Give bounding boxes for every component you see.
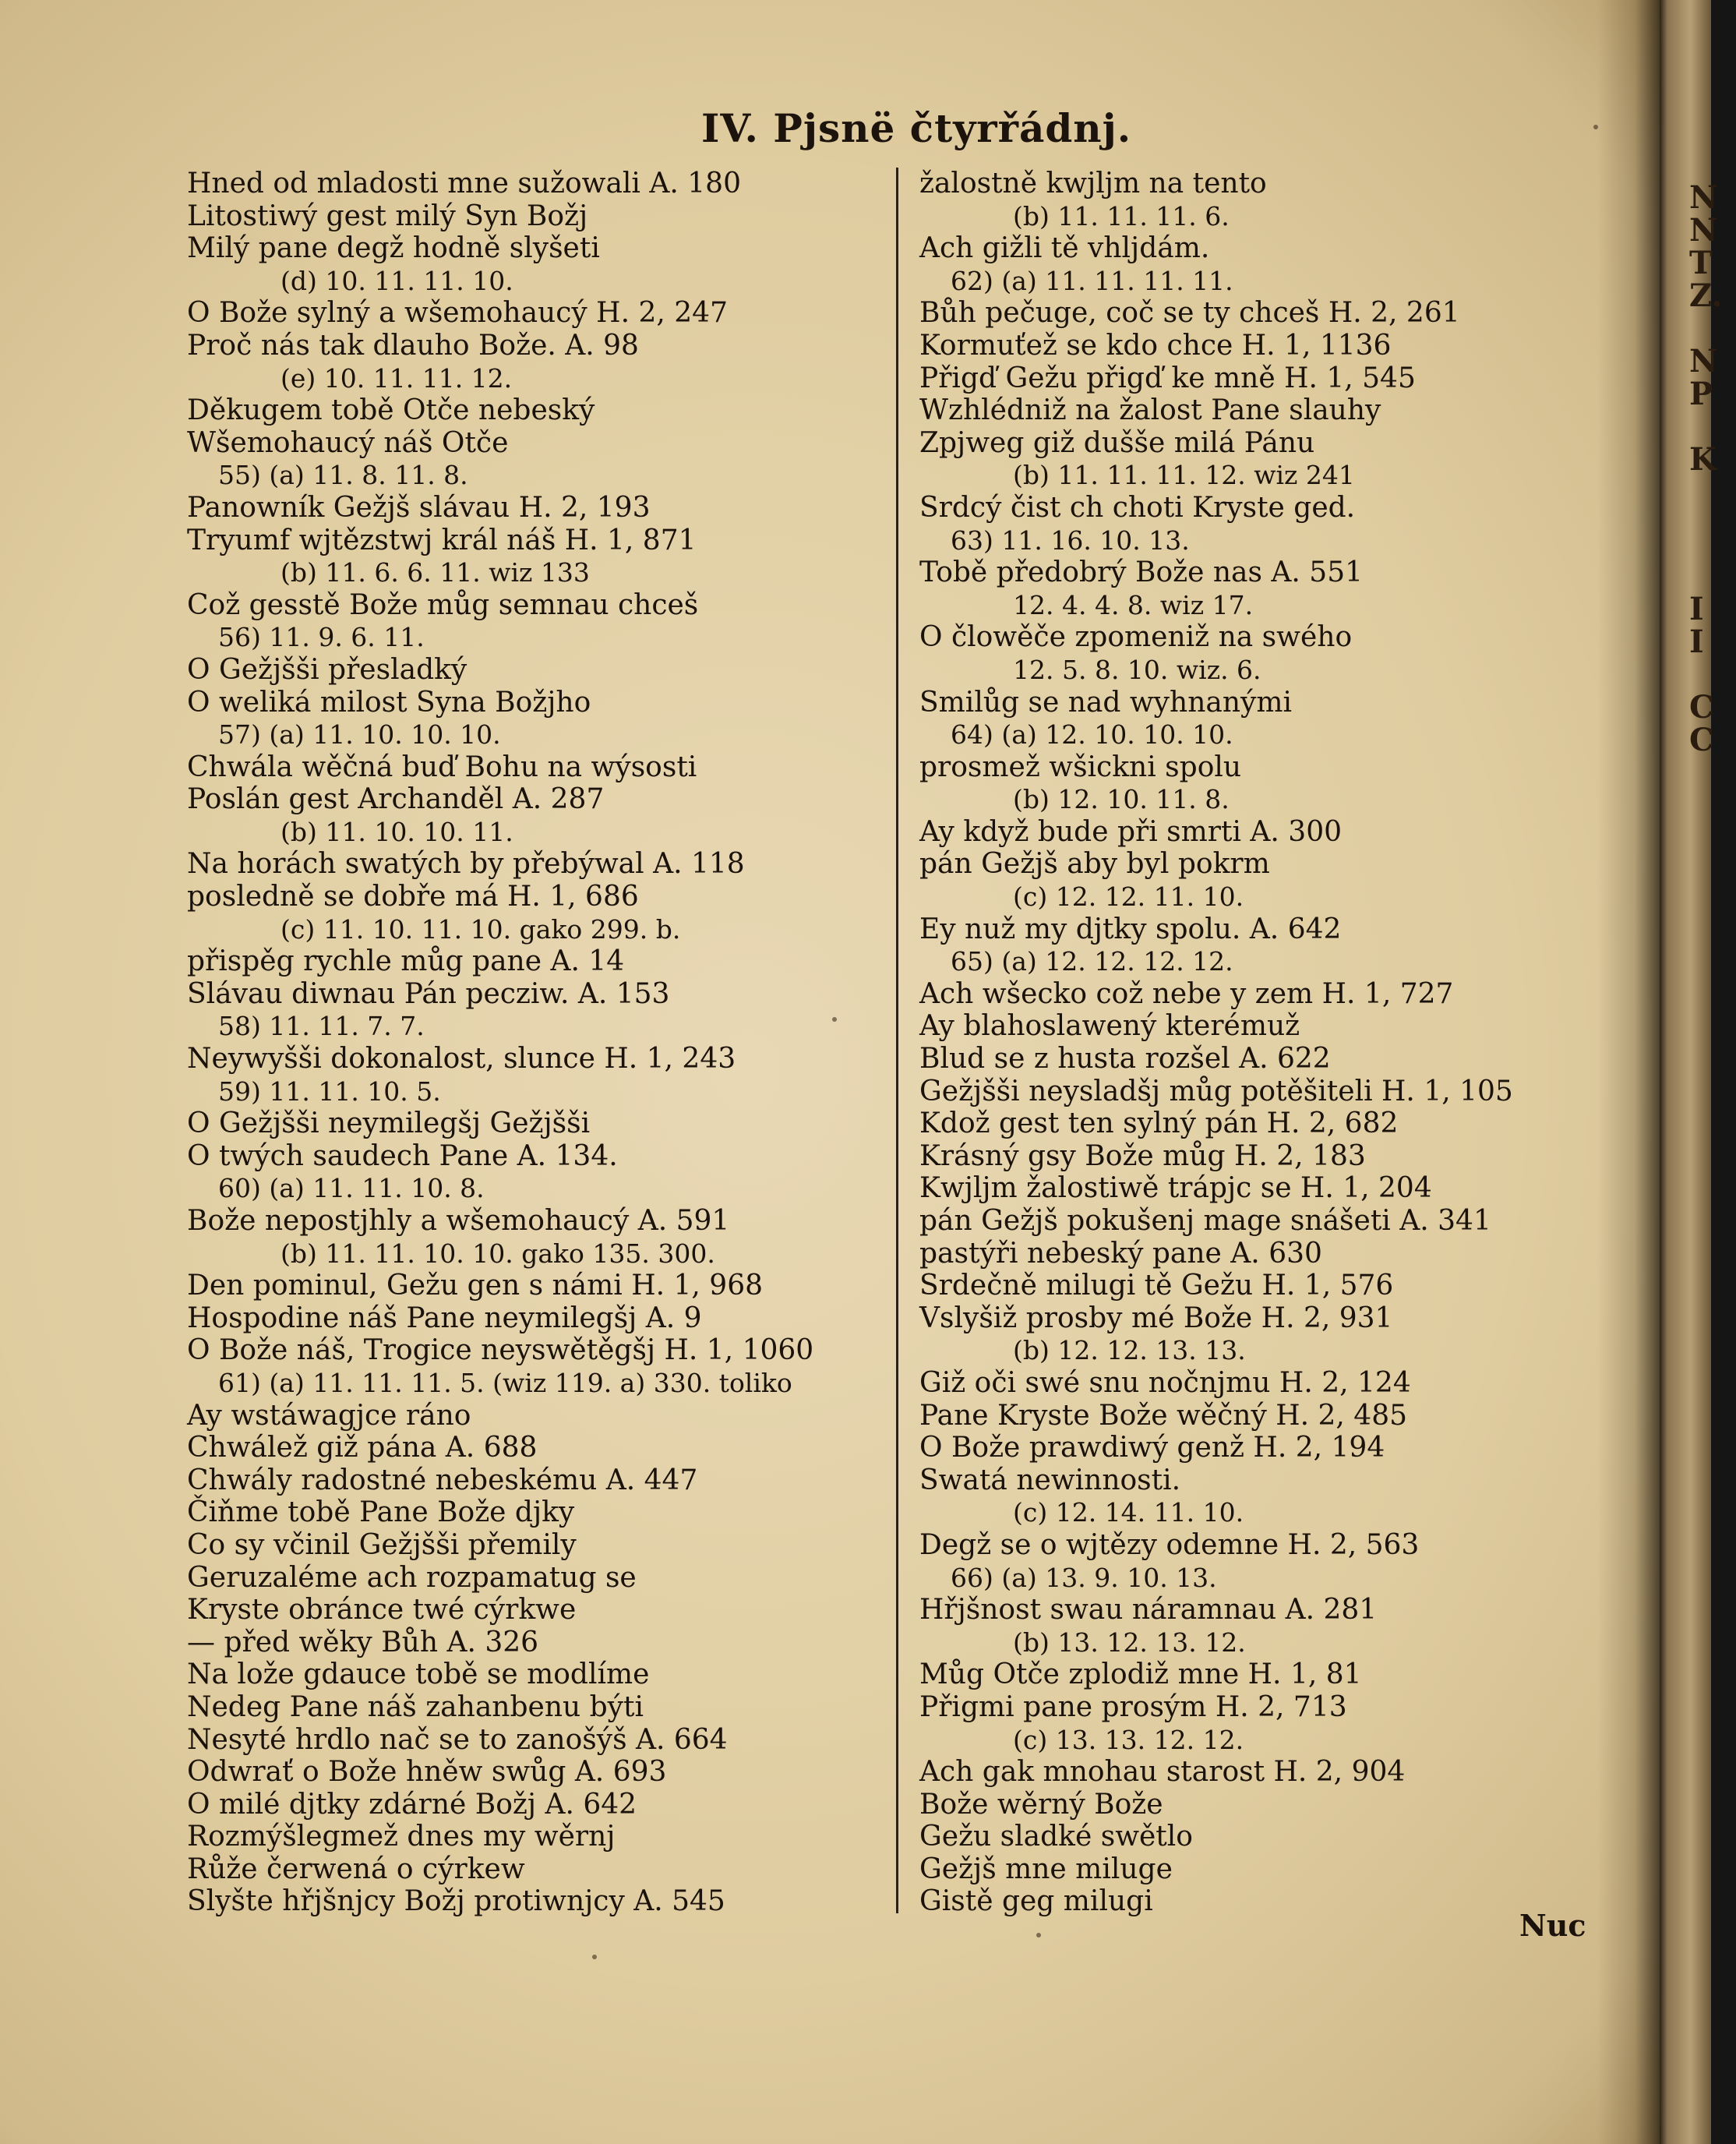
meter-line: (b) 11. 11. 10. 10. gako 135. 300.	[281, 1238, 715, 1269]
meter-line: 12. 5. 8. 10. wiz. 6.	[1013, 654, 1261, 685]
meter-line: (b) 11. 11. 11. 12. wiz 241	[1013, 460, 1355, 491]
spine-shadow	[1597, 0, 1660, 2144]
hymn-entry: Hřjšnost swau náramnau A. 281	[919, 1594, 1378, 1627]
meter-line: 57) (a) 11. 10. 10. 10.	[218, 719, 501, 751]
hymn-entry: Litostiwý gest milý Syn Božj	[187, 200, 588, 232]
hymn-entry: prosmež wšickni spolu	[919, 751, 1242, 783]
hymn-entry: Slyšte hřjšnjcy Božj protiwnjcy A. 545	[187, 1885, 725, 1918]
hymn-entry: pastýři nebeský pane A. 630	[919, 1237, 1322, 1270]
hymn-entry: Srdečně milugi tě Gežu H. 1, 576	[919, 1270, 1394, 1302]
column-divider	[896, 168, 898, 1913]
facing-page-fragment: C	[1689, 722, 1714, 758]
speck	[592, 1955, 597, 1959]
meter-line: 61) (a) 11. 11. 11. 5. (wiz 119. a) 330. toliko	[218, 1367, 792, 1398]
hymn-entry: pán Gežjš aby byl pokrm	[919, 848, 1270, 881]
hymn-entry: Chwálež giž pána A. 688	[187, 1432, 538, 1464]
meter-line: (b) 13. 12. 13. 12.	[1013, 1627, 1246, 1658]
hymn-entry: O milé djtky zdárné Božj A. 642	[187, 1788, 637, 1821]
hymn-entry: Ay když bude při smrti A. 300	[919, 815, 1343, 848]
meter-line: (e) 10. 11. 11. 12.	[281, 362, 513, 394]
facing-page-fragment: I	[1689, 623, 1704, 660]
catchword: Nuc	[1519, 1908, 1586, 1943]
hymn-entry: O člowěče zpomeniž na swého	[919, 621, 1353, 654]
hymn-entry: Bože nepostjhly a wšemohaucý A. 591	[187, 1205, 730, 1237]
meter-line: 66) (a) 13. 9. 10. 13.	[951, 1562, 1217, 1593]
facing-page-fragment: N	[1689, 179, 1718, 216]
hymn-entry: Bůh pečuge, coč se ty chceš H. 2, 261	[919, 297, 1460, 330]
hymn-entry: žalostně kwjljm na tento	[919, 168, 1267, 200]
hymn-entry: Ach wšecko což nebe y zem H. 1, 727	[919, 977, 1454, 1010]
hymn-entry: Přigmi pane prosým H. 2, 713	[919, 1690, 1347, 1723]
meter-line: (d) 10. 11. 11. 10.	[281, 265, 513, 296]
hymn-entry: Wzhlédniž na žalost Pane slauhy	[919, 394, 1381, 427]
hymn-entry: Přigď Gežu přigď ke mně H. 1, 545	[919, 362, 1416, 394]
hymn-entry: Ach gižli tě vhljdám.	[919, 232, 1210, 265]
hymn-entry: Ey nuž my djtky spolu. A. 642	[919, 913, 1342, 945]
hymn-entry: O twých saudech Pane A. 134.	[187, 1139, 618, 1172]
meter-line: 12. 4. 4. 8. wiz 17.	[1013, 589, 1254, 620]
hymn-entry: Smilůg se nad wyhnanými	[919, 686, 1293, 719]
meter-line: (c) 13. 13. 12. 12.	[1013, 1724, 1244, 1755]
hymn-entry: Růže čerwená o cýrkew	[187, 1853, 525, 1885]
meter-line: (b) 11. 6. 6. 11. wiz 133	[281, 557, 590, 588]
facing-page-text	[1689, 0, 1736, 2144]
speck	[1036, 1933, 1041, 1937]
hymn-entry: Na lože gdauce tobě se modlíme	[187, 1658, 650, 1691]
meter-line: (b) 11. 11. 11. 6.	[1013, 200, 1230, 231]
hymn-entry: Děkugem tobě Otče nebeský	[187, 394, 595, 427]
meter-line: 56) 11. 9. 6. 11.	[218, 622, 425, 653]
meter-line: (b) 11. 10. 10. 11.	[281, 816, 513, 847]
meter-line: 64) (a) 12. 10. 10. 10.	[951, 719, 1233, 751]
hymn-entry: Rozmýšlegmež dnes my wěrnj	[187, 1821, 616, 1853]
meter-line: (c) 11. 10. 11. 10. gako 299. b.	[281, 913, 681, 945]
facing-page-fragment: N	[1689, 212, 1718, 249]
hymn-entry: Blud se z husta rozšel A. 622	[919, 1043, 1331, 1076]
hymn-entry: Gežu sladké swětlo	[919, 1821, 1193, 1853]
hymn-entry: Panowník Gežjš slávau H. 2, 193	[187, 491, 651, 524]
hymn-entry: Čiňme tobě Pane Bože djky	[187, 1496, 575, 1529]
hymn-entry: Wšemohaucý náš Otče	[187, 426, 509, 459]
hymn-entry: Vslyšiž prosby mé Bože H. 2, 931	[919, 1302, 1393, 1334]
meter-line: 59) 11. 11. 10. 5.	[218, 1076, 441, 1107]
meter-line: (b) 12. 12. 13. 13.	[1013, 1335, 1246, 1366]
hymn-entry: Kdož gest ten sylný pán H. 2, 682	[919, 1107, 1399, 1140]
facing-page-fragment: I	[1689, 591, 1704, 627]
hymn-entry: Hospodine náš Pane neymilegšj A. 9	[187, 1302, 702, 1334]
hymn-entry: Slávau diwnau Pán pecziw. A. 153	[187, 977, 670, 1010]
facing-page-fragment: K	[1689, 441, 1717, 478]
hymn-entry: O Bože sylný a wšemohaucý H. 2, 247	[187, 297, 728, 330]
hymn-entry: Gežjšši neysladšj můg potěšiteli H. 1, 105	[919, 1075, 1513, 1107]
hymn-entry: O weliká milost Syna Božjho	[187, 686, 591, 719]
hymn-entry: — před wěky Bůh A. 326	[187, 1626, 539, 1658]
meter-line: 63) 11. 16. 10. 13.	[951, 525, 1190, 556]
meter-line: 65) (a) 12. 12. 12. 12.	[951, 946, 1233, 977]
hymn-entry: Ay blahoslawený kterémuž	[919, 1010, 1300, 1043]
hymn-entry: Hned od mladosti mne sužowali A. 180	[187, 168, 741, 200]
hymn-entry: O Bože prawdiwý genž H. 2, 194	[919, 1432, 1385, 1464]
hymn-entry: Krásný gsy Bože můg H. 2, 183	[919, 1139, 1366, 1172]
meter-line: 62) (a) 11. 11. 11. 11.	[951, 265, 1233, 296]
hymn-entry: Zpjweg giž dušše milá Pánu	[919, 426, 1315, 459]
hymn-entry: Milý pane degž hodně slyšeti	[187, 232, 600, 265]
hymn-entry: Giž oči swé snu nočnjmu H. 2, 124	[919, 1366, 1411, 1399]
hymn-entry: Chwály radostné nebeskému A. 447	[187, 1464, 698, 1496]
hymn-entry: Neywyšši dokonalost, slunce H. 1, 243	[187, 1043, 736, 1076]
meter-line: (c) 12. 14. 11. 10.	[1013, 1497, 1244, 1528]
hymn-entry: Den pominul, Gežu gen s námi H. 1, 968	[187, 1270, 764, 1302]
hymn-entry: Geruzaléme ach rozpamatug se	[187, 1561, 637, 1594]
hymn-entry: Gežjš mne miluge	[919, 1853, 1173, 1885]
hymn-entry: Kryste obránce twé cýrkwe	[187, 1594, 577, 1627]
hymn-entry: Můg Otče zplodiž mne H. 1, 81	[919, 1658, 1362, 1691]
meter-line: 60) (a) 11. 11. 10. 8.	[218, 1173, 485, 1204]
hymn-entry: Tobě předobrý Bože nas A. 551	[919, 556, 1364, 589]
hymn-entry: Co sy včinil Gežjšši přemily	[187, 1528, 577, 1561]
hymn-entry: Poslán gest Archanděl A. 287	[187, 783, 605, 816]
hymn-entry: O Gežjšši přesladký	[187, 653, 468, 686]
hymn-entry: Kwjljm žalostiwě trápjc se H. 1, 204	[919, 1172, 1432, 1205]
left-column	[187, 168, 888, 1918]
meter-line: (b) 12. 10. 11. 8.	[1013, 784, 1230, 815]
hymn-entry: Ach gak mnohau starost H. 2, 904	[919, 1756, 1406, 1789]
hymn-entry: Tryumf wjtězstwj král náš H. 1, 871	[187, 524, 697, 556]
hymn-entry: Pane Kryste Bože wěčný H. 2, 485	[919, 1399, 1408, 1432]
hymn-entry: O Bože náš, Trogice neyswětěgšj H. 1, 1060	[187, 1334, 814, 1367]
facing-page-fragment: Z.	[1689, 277, 1723, 314]
hymn-entry: Nedeg Pane náš zahanbenu býti	[187, 1690, 644, 1723]
facing-page-fragment: N	[1689, 343, 1718, 380]
speck	[832, 1017, 837, 1022]
hymn-entry: Na horách swatých by přebýwal A. 118	[187, 848, 745, 881]
hymn-entry: Což gesstě Bože můg semnau chceš	[187, 588, 699, 621]
hymn-entry: Ay wstáwagjce ráno	[187, 1399, 471, 1432]
hymn-entry: Degž se o wjtězy odemne H. 2, 563	[919, 1528, 1420, 1561]
facing-page-fragment: P	[1689, 376, 1713, 412]
hymn-entry: pán Gežjš pokušenj mage snášeti A. 341	[919, 1205, 1491, 1237]
hymn-entry: Swatá newinnosti.	[919, 1464, 1181, 1496]
facing-page-fragment: C	[1689, 689, 1714, 726]
hymn-entry: Kormuťež se kdo chce H. 1, 1136	[919, 329, 1392, 362]
meter-line: 55) (a) 11. 8. 11. 8.	[218, 460, 468, 491]
meter-line: (c) 12. 12. 11. 10.	[1013, 881, 1244, 913]
hymn-entry: Srdcý čist ch choti Kryste ged.	[919, 491, 1356, 524]
right-column	[919, 168, 1574, 1918]
hymn-entry: Chwála wěčná buď Bohu na wýsosti	[187, 751, 697, 783]
hymn-entry: přispěg rychle můg pane A. 14	[187, 945, 625, 978]
hymn-entry: Bože wěrný Bože	[919, 1788, 1163, 1821]
hymn-entry: O Gežjšši neymilegšj Gežjšši	[187, 1107, 591, 1140]
hymn-entry: Gistě geg milugi	[919, 1885, 1153, 1918]
hymn-entry: Odwrať o Bože hněw swůg A. 693	[187, 1756, 667, 1789]
hymn-entry: posledně se dobře má H. 1, 686	[187, 881, 639, 913]
hymn-entry: Proč nás tak dlauho Bože. A. 98	[187, 329, 639, 362]
hymn-entry: Nesyté hrdlo nač se to zanošýš A. 664	[187, 1723, 728, 1756]
page-header: IV. Pjsnë čtyrřádnj.	[701, 105, 1132, 151]
facing-page-fragment: T	[1689, 245, 1713, 281]
meter-line: 58) 11. 11. 7. 7.	[218, 1011, 425, 1042]
